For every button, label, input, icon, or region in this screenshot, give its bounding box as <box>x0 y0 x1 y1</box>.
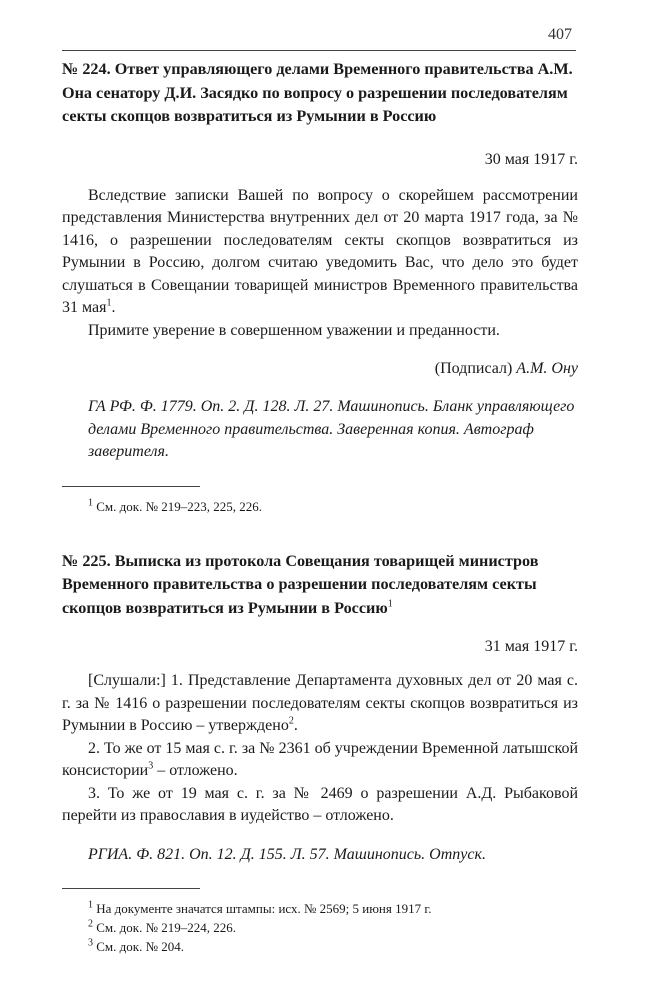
footnote-text: См. док. № 204. <box>93 939 184 954</box>
item-1-text: [Слушали:] 1. Представление Департамента духовных дел от 20 мая с. г. за № 1416 о разрешении последователям секты скопцов возвратиться из Румынии в Россию – утверждено <box>62 672 578 734</box>
document-225-item-2 <box>62 738 578 783</box>
document-224-date: 30 мая 1917 г. <box>484 150 578 168</box>
document-224-title: № 224. Ответ управляющего делами Временного правительства А.М. Она сенатору Д.И. Засядко по вопросу о разрешении последователям секты скопцов возвратиться из Румынии в Россию <box>62 60 573 125</box>
document-225-source: РГИА. Ф. 821. Оп. 12. Д. 155. Л. 57. Машинопись. Отпуск. <box>88 845 486 863</box>
item-2-status: – отложено. <box>153 762 238 779</box>
document-225-title-text: № 225. Выписка из протокола Совещания товарищей министров Временного правительства о разрешении последователям секты скопцов возвратиться из Румынии в Россию <box>62 551 539 617</box>
document-225-date: 31 мая 1917 г. <box>484 638 578 655</box>
footnote-mark: 1 <box>88 899 93 911</box>
footnote-mark: 3 <box>88 937 93 949</box>
document-224-closing: Примите уверение в совершенном уважении и преданности. <box>88 321 500 339</box>
footnote-mark: 1 <box>88 497 93 509</box>
page-number: 407 <box>548 26 572 43</box>
footnote-ref: 1 <box>387 598 393 610</box>
header-rule <box>62 50 576 51</box>
document-225-item-3: 3. То же от 19 мая с. г. за № 2469 о разрешении А.Д. Рыбаковой перейти из православия в иудейство – отложено. <box>62 784 578 824</box>
item-2-text: 2. То же от 15 мая с. г. за № 2361 об учреждении Временной латышской консистории <box>62 739 578 779</box>
document-225-title <box>62 550 578 621</box>
signature-name: А.М. Ону <box>516 360 578 377</box>
document-224-footnote <box>62 497 578 516</box>
document-224-signature <box>62 358 578 380</box>
document-224-body: Вследствие записки Вашей по вопросу о скорейшем рассмотрении представления Министерства внутренних дел от 20 марта 1917 года, за № 1416, о разрешении последователям секты скопцов возвратиться из Румынии в Россию, долгом считаю уведомить Вас, что дело это будет слушаться в Совещании товарищей министров Временного правительства 31 мая$^1$. <box>62 186 578 316</box>
footnote-text: См. док. № 219–224, 226. <box>93 920 236 935</box>
footnote-ref: 2 <box>288 715 294 727</box>
footnote-item <box>62 918 578 937</box>
signature-prefix: (Подписал) <box>434 360 517 377</box>
footnote-ref: 3 <box>148 760 154 772</box>
footnote-mark: 2 <box>88 918 93 930</box>
document-225-footnotes <box>62 899 578 956</box>
page-content <box>62 58 578 956</box>
footnote-ref: 1 <box>106 297 112 309</box>
document-224-source: ГА РФ. Ф. 1779. Оп. 2. Д. 128. Л. 27. Машинопись. Бланк управляющего делами Временного правительства. Заверенная копия. Автограф заверителя. <box>88 398 575 460</box>
footnote-rule <box>62 888 200 889</box>
document-225-item-1: [Слушали:] 1. Представление Департамента духовных дел от 20 мая с. г. за № 1416 о разрешении последователям секты скопцов возвратиться из Румынии в Россию – утверждено$^2$. <box>62 672 578 734</box>
footnote-rule <box>62 486 200 487</box>
footnote-item <box>62 899 578 918</box>
document-224-body-text: Вследствие записки Вашей по вопросу о скорейшем рассмотрении представления Министерства внутренних дел от 20 марта 1917 года, за № 1416, о разрешении последователям секты скопцов возвратиться из Румынии в Россию, долгом считаю уведомить Вас, что дело это будет слушаться в Совещании товарищей министров Временного правительства 31 мая <box>62 186 578 316</box>
footnote-text: На документе значатся штампы: исх. № 2569; 5 июня 1917 г. <box>93 901 432 916</box>
footnote-item <box>62 937 578 956</box>
footnote-text: См. док. № 219–223, 225, 226. <box>93 498 262 514</box>
